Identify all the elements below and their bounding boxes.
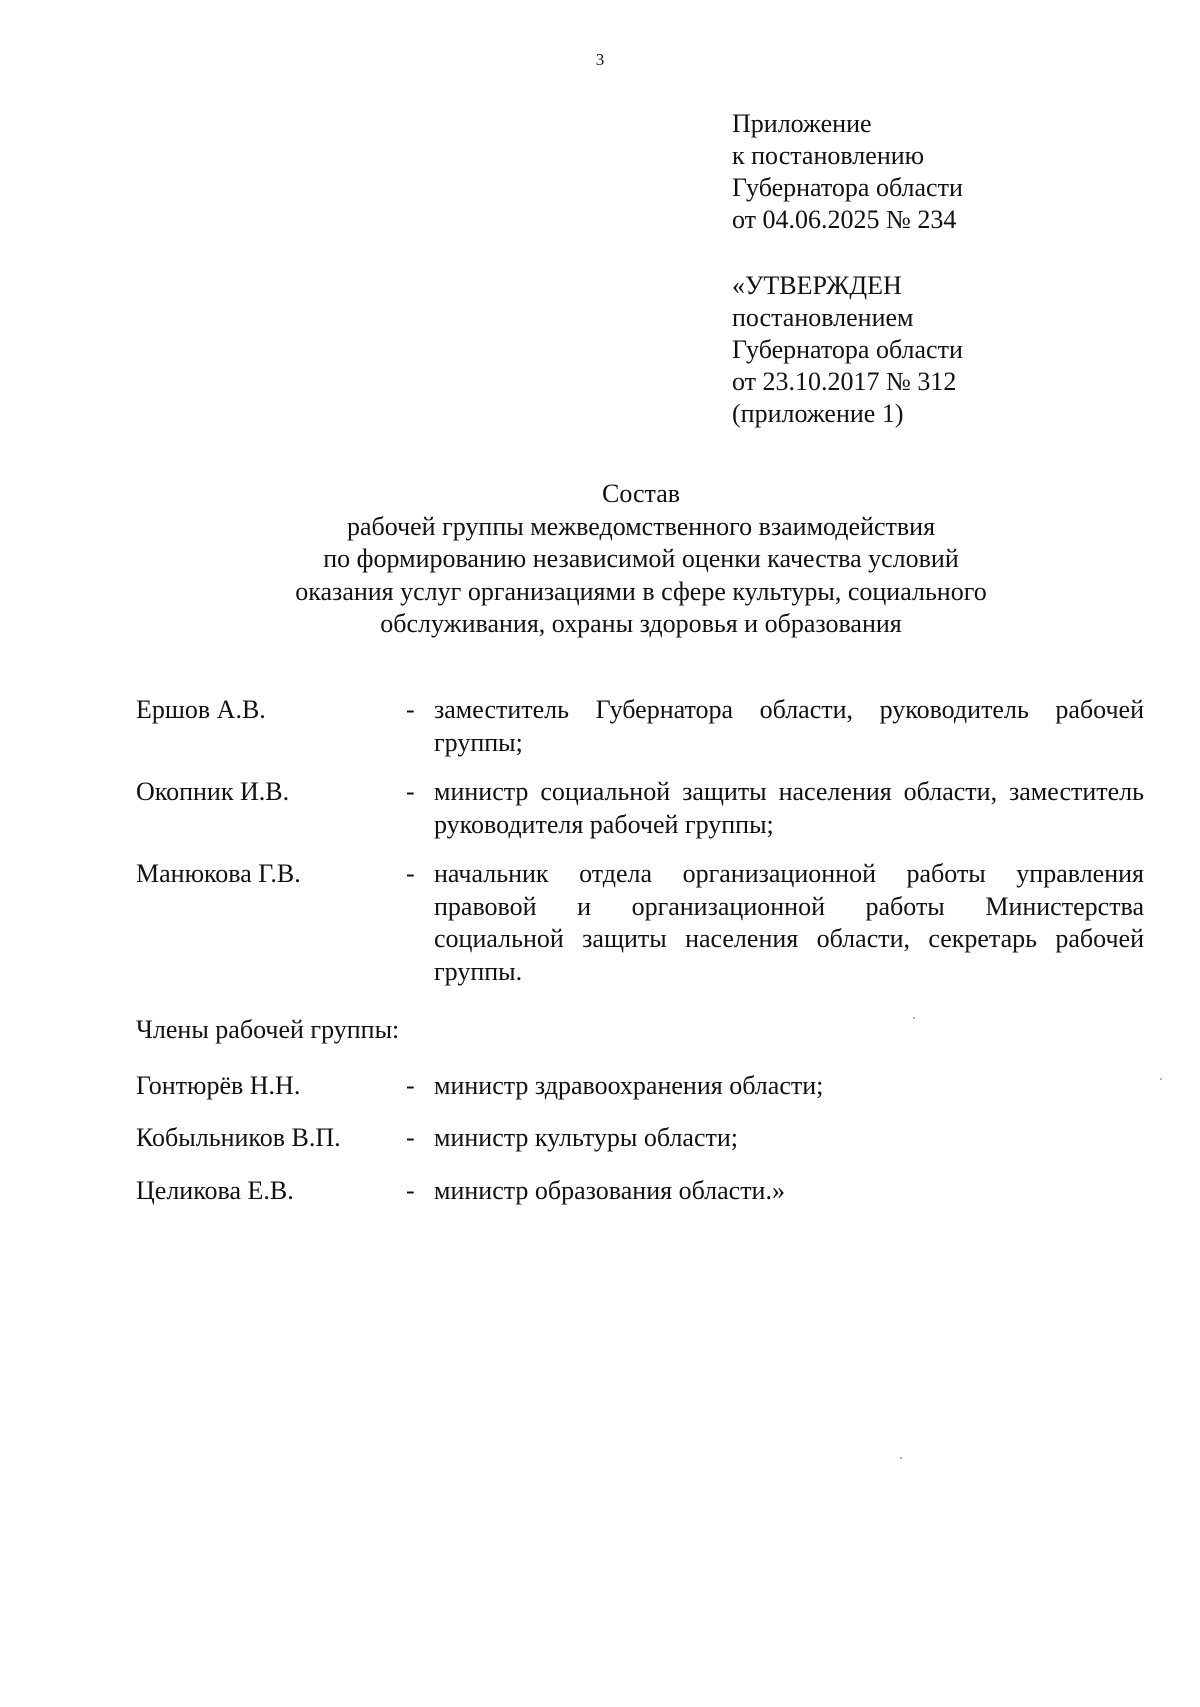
title-line: рабочей группы межведомственного взаимодействия <box>346 511 936 541</box>
member-role: министр культуры области; <box>434 1123 739 1152</box>
member-row <box>136 1122 1144 1155</box>
title-line: обслуживания, охраны здоровья и образования <box>380 609 902 638</box>
title-line: Состав <box>601 479 681 508</box>
appendix-line: Губернатора области <box>732 173 963 202</box>
scan-speck <box>913 1017 915 1019</box>
document-title <box>0 478 1200 641</box>
appendix-reference <box>732 108 963 236</box>
member-row-secretary <box>136 858 1144 988</box>
member-dash: - <box>406 859 415 888</box>
appendix-line: от 04.06.2025 № 234 <box>732 205 957 234</box>
approval-line: «УТВЕРЖДЕН <box>732 271 902 300</box>
member-row-head <box>136 694 1144 759</box>
title-line: по формированию независимой оценки качества условий <box>323 544 959 573</box>
page-number: 3 <box>595 50 605 69</box>
approval-line: от 23.10.2017 № 312 <box>732 367 957 396</box>
member-dash: - <box>406 777 415 806</box>
approval-line: Губернатора области <box>732 335 963 364</box>
member-row <box>136 1175 1144 1208</box>
member-name: Окопник И.В. <box>136 777 290 806</box>
member-role: министр здравоохранения области; <box>434 1070 824 1100</box>
appendix-line: Приложение <box>732 109 872 138</box>
member-role: министр социальной защиты населения области, заместитель руководителя рабочей группы; <box>434 777 1144 839</box>
member-row <box>136 1070 1144 1103</box>
member-dash: - <box>406 1070 415 1100</box>
scan-speck <box>1160 1078 1162 1080</box>
approval-line: постановлением <box>732 303 914 332</box>
approval-stamp <box>732 270 963 430</box>
members-section-label: Члены рабочей группы: <box>136 1015 400 1044</box>
member-role: заместитель Губернатора области, руководитель рабочей группы; <box>434 695 1144 757</box>
member-name: Целикова Е.В. <box>136 1175 294 1205</box>
member-row-deputy <box>136 776 1144 841</box>
approval-line: (приложение 1) <box>732 399 904 428</box>
member-role: министр образования области.» <box>434 1175 785 1205</box>
member-name: Кобыльников В.П. <box>136 1123 341 1152</box>
member-name: Манюкова Г.В. <box>136 859 301 888</box>
member-name: Ершов А.В. <box>136 695 266 724</box>
member-name: Гонтюрёв Н.Н. <box>136 1070 301 1100</box>
member-list <box>136 694 1144 1207</box>
member-role: начальник отдела организационной работы управления правовой и организационной работы Министерства социальной защиты населения области, секретарь рабочей группы. <box>434 859 1144 986</box>
appendix-line: к постановлению <box>732 141 925 170</box>
member-dash: - <box>406 695 415 724</box>
member-dash: - <box>406 1123 415 1152</box>
title-line: оказания услуг организациями в сфере культуры, социального <box>295 576 987 606</box>
scan-speck <box>900 1457 902 1459</box>
member-dash: - <box>406 1175 415 1205</box>
